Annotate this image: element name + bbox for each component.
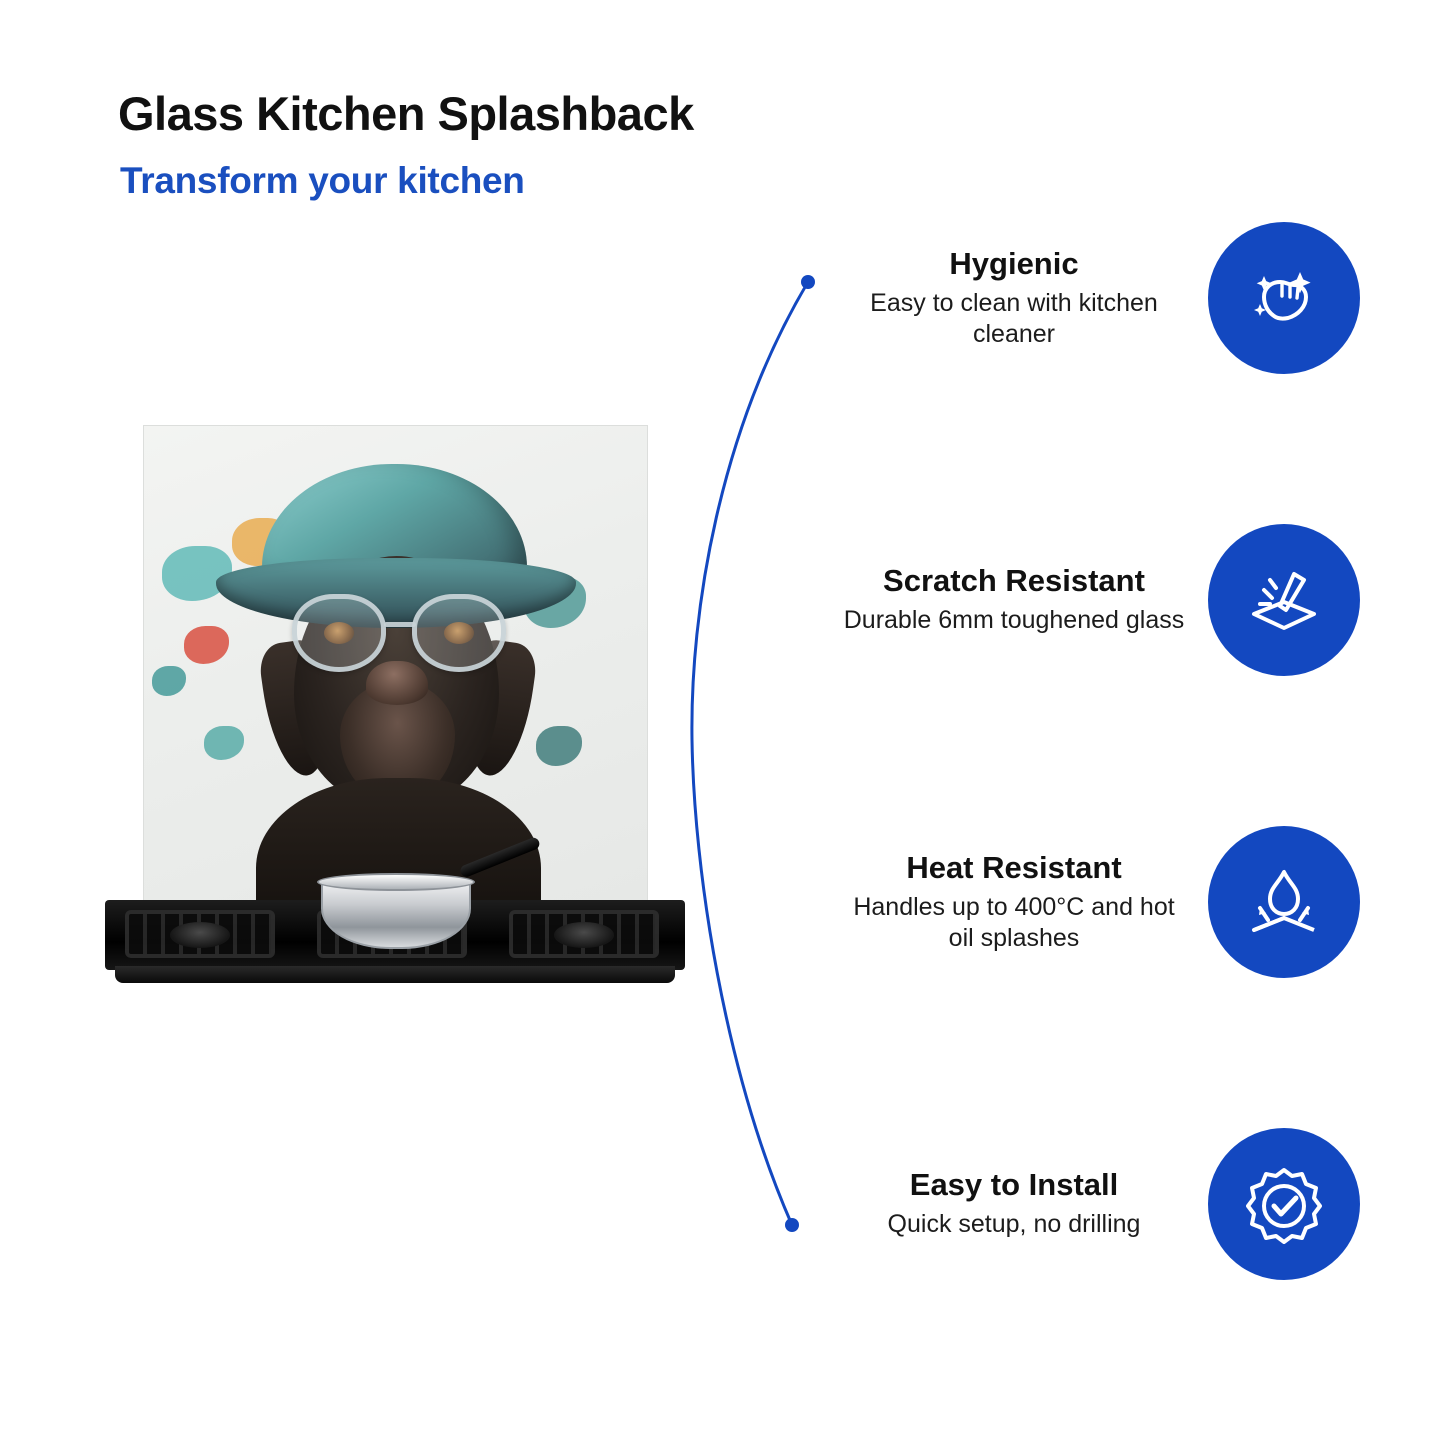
flame-heat-icon [1208,826,1360,978]
glasses-bridge [384,622,416,627]
glasses-lens-right [412,594,506,672]
feature-text [838,1167,1208,1240]
feature-title: Easy to Install [909,1167,1119,1203]
feature-description: Durable 6mm toughened glass [843,606,1185,635]
gear-check-icon [1208,1128,1360,1280]
paint-splatter [536,726,582,766]
page-subtitle: Transform your kitchen [120,160,525,201]
hob-base [115,966,675,983]
feature-description: Easy to clean with kitchen cleaner [870,288,1158,348]
feature-item-hygienic [760,208,1360,388]
feature-title: Scratch Resistant [883,563,1145,599]
pan-rim [317,873,475,891]
splashback-panel-image [143,425,648,910]
page-title: Glass Kitchen Splashback [118,87,694,140]
sparkle-wipe-icon [1208,222,1360,374]
feature-description: Quick setup, no drilling [887,1210,1141,1239]
feature-text [838,246,1208,351]
feature-item-easy-to-install [760,1114,1360,1294]
dog-nose [366,661,428,705]
frying-pan [321,867,541,957]
feature-title: Hygienic [949,245,1079,281]
feature-text [838,850,1208,955]
scratch-knife-icon [1208,524,1360,676]
paint-splatter [204,726,244,760]
paint-splatter [152,666,186,696]
feature-description: Handles up to 400°C and hot oil splashes [853,892,1175,952]
bucket-hat-brim [216,558,576,628]
product-illustration [105,425,685,985]
feature-item-scratch-resistant [760,510,1360,690]
feature-item-heat-resistant [760,812,1360,992]
hob-burner [554,922,614,948]
feature-text [838,563,1208,636]
dog-artwork [144,426,647,909]
hob-burner [170,922,230,948]
feature-title: Heat Resistant [906,849,1122,885]
glasses-lens-left [292,594,386,672]
paint-splatter [184,626,229,664]
